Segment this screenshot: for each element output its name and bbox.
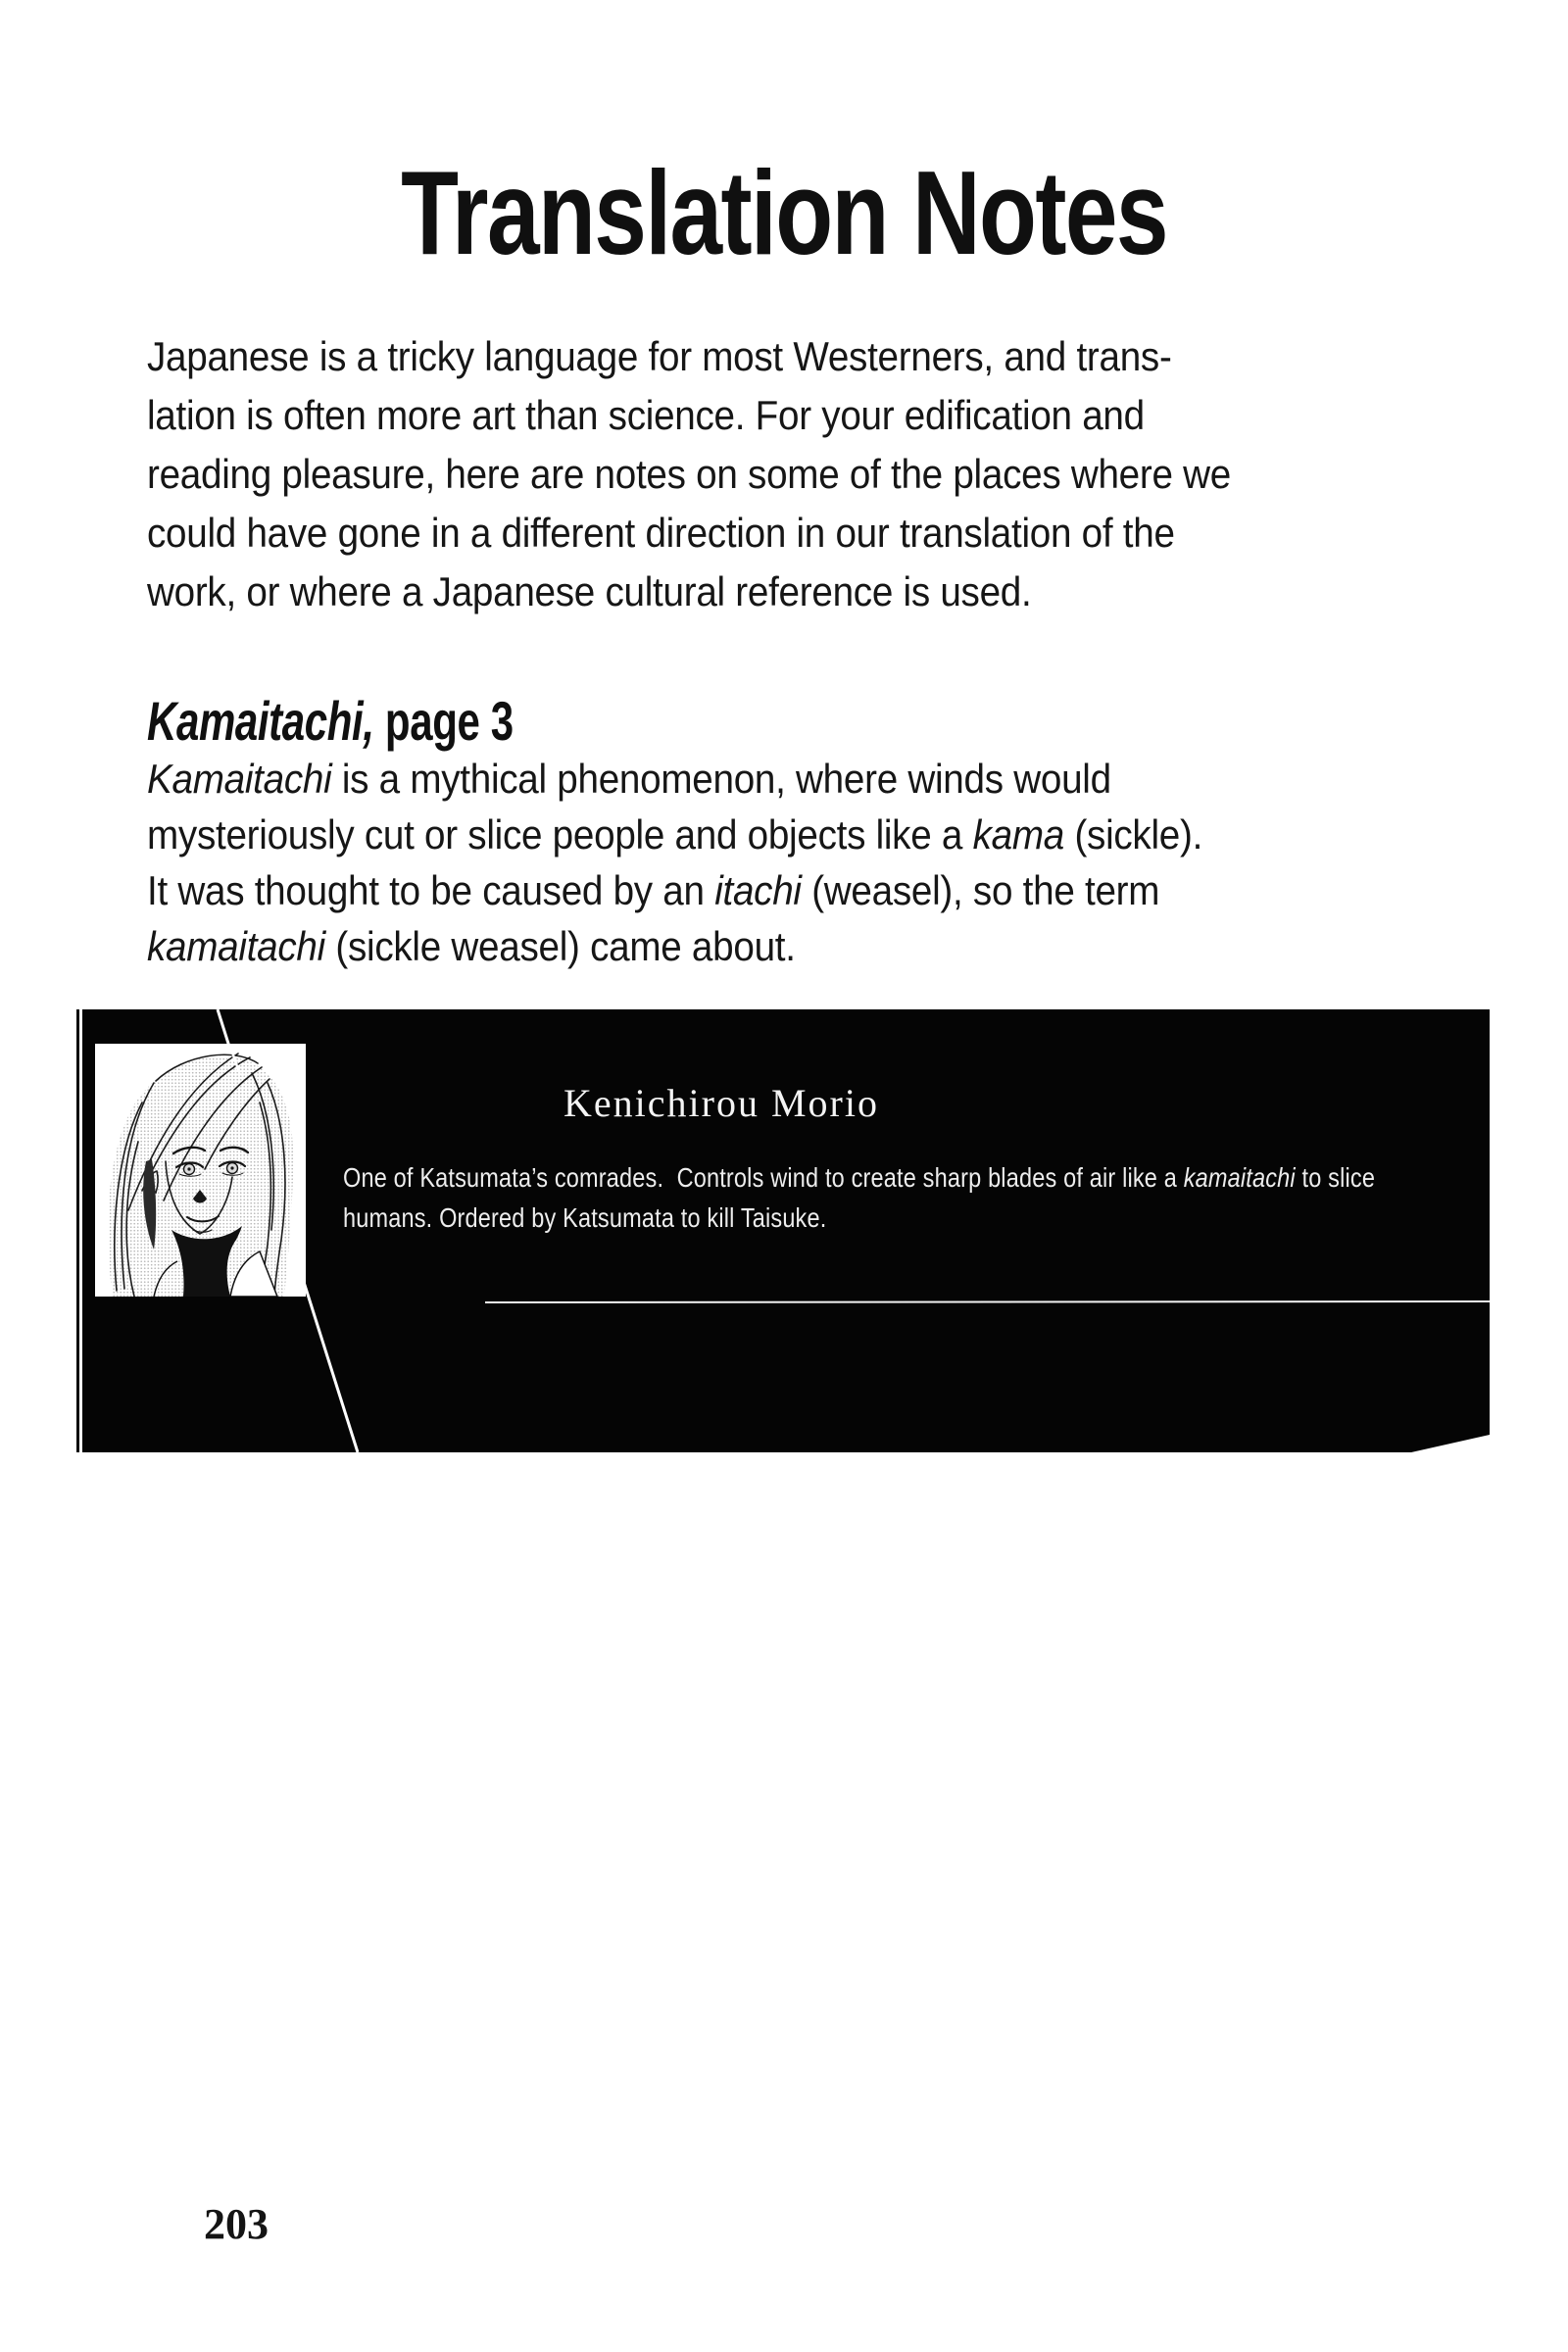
character-name: Kenichirou Morio [564, 1081, 879, 1125]
card-left-rule [76, 1009, 79, 1452]
text: It was thought to be caused by an [147, 867, 715, 913]
text: (sickle). [1063, 811, 1203, 858]
text-line: reading pleasure, here are notes on some of the places where we [147, 451, 1232, 497]
italic-text: Kamaitachi [147, 756, 332, 802]
text-line: Japanese is a tricky language for most Westerners, and trans- [147, 333, 1172, 379]
text-line: work, or where a Japanese cultural reference is used. [147, 568, 1032, 614]
section-heading [147, 688, 514, 754]
text: mysteriously cut or slice people and objects like a [147, 811, 973, 858]
text: (weasel), so the term [801, 867, 1160, 913]
text-line [147, 807, 1202, 862]
italic-text: Kamaitachi, [147, 690, 374, 752]
text: humans. Ordered by Katsumata to kill Taisuke. [343, 1202, 827, 1233]
text: (sickle weasel) came about. [324, 923, 796, 969]
italic-text: kama [972, 811, 1064, 858]
character-card [82, 1009, 1490, 1452]
text: page 3 [373, 690, 514, 752]
note-paragraph [147, 751, 1202, 974]
intro-paragraph [147, 327, 1231, 621]
text: One of Katsumata’s comrades. Controls wind to create sharp blades of air like a [343, 1162, 1184, 1193]
page-title: Translation Notes [401, 146, 1167, 279]
text-line: could have gone in a different direction in our translation of the [147, 510, 1175, 556]
text-line [147, 751, 1202, 807]
page-number: 203 [204, 2200, 269, 2248]
italic-text: kamaitachi [1183, 1162, 1296, 1193]
text-line: lation is often more art than science. For your edification and [147, 392, 1145, 438]
italic-text: kamaitachi [147, 923, 325, 969]
text: is a mythical phenomenon, where winds would [331, 756, 1111, 802]
italic-text: itachi [714, 867, 802, 913]
text: to slice [1295, 1162, 1376, 1193]
divider-line [82, 1009, 1490, 1452]
text-line [147, 862, 1202, 918]
text-line [147, 918, 1202, 974]
